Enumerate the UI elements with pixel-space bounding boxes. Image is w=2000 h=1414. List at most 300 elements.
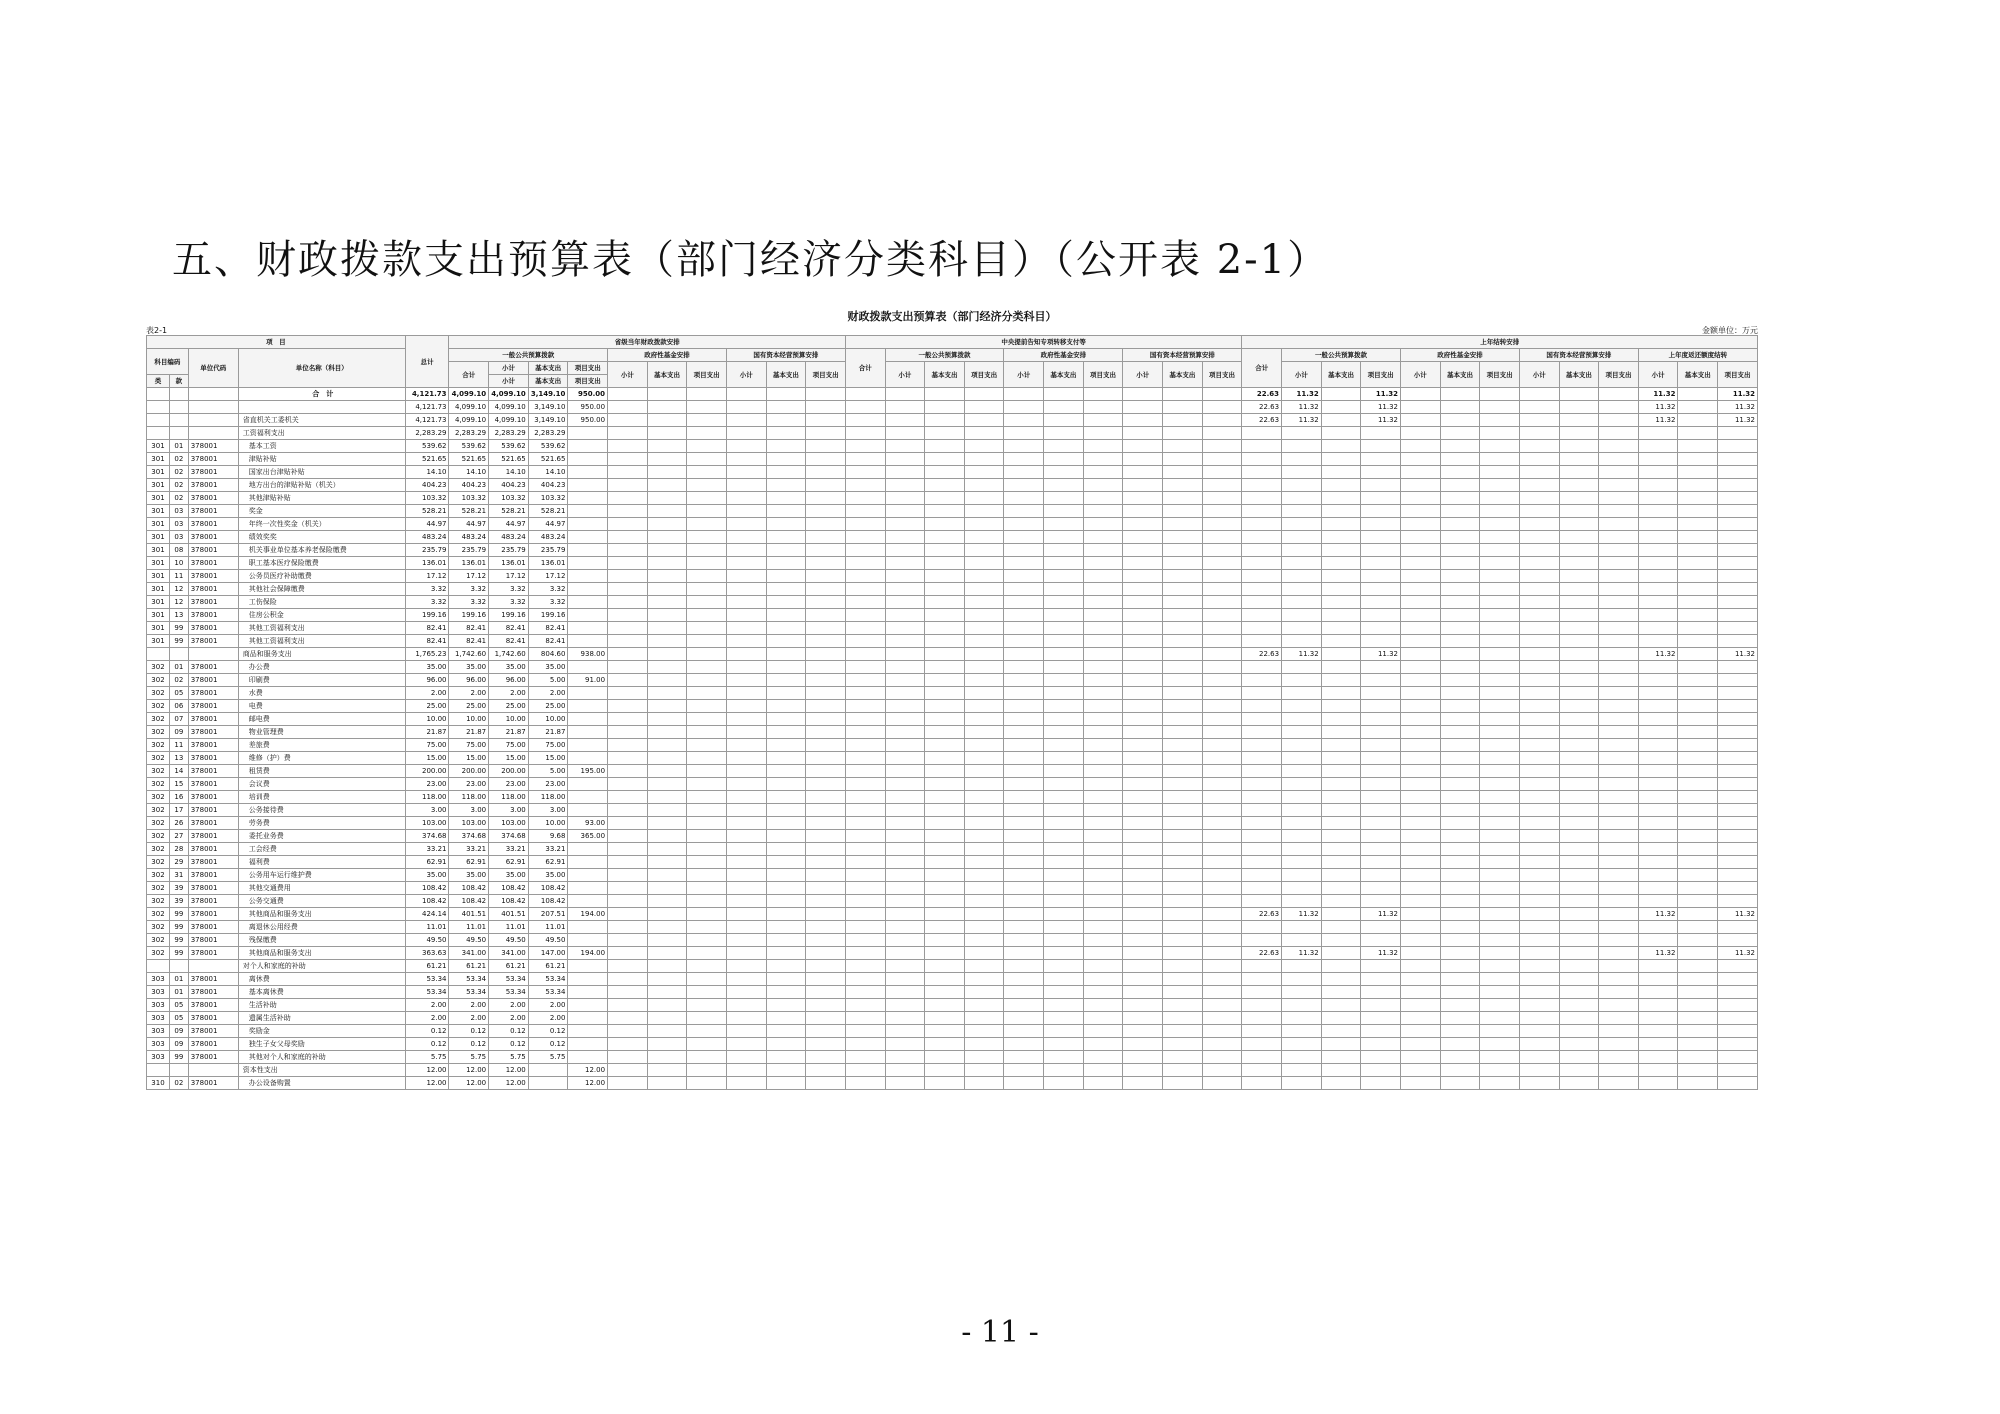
table-cell: [1044, 726, 1084, 739]
table-cell: [1321, 1025, 1361, 1038]
table-cell: [766, 505, 806, 518]
table-cell: [1004, 414, 1044, 427]
table-cell: [608, 414, 648, 427]
cell-amount: 75.00: [528, 739, 568, 752]
table-cell: [885, 934, 925, 947]
table-cell: [1242, 778, 1282, 791]
table-cell: [726, 843, 766, 856]
table-cell: [1718, 778, 1758, 791]
cell-kuan: 02: [169, 479, 188, 492]
table-cell: [647, 934, 687, 947]
table-cell: [1559, 1025, 1599, 1038]
table-cell: [1718, 960, 1758, 973]
cell-carryover: 11.32: [1638, 648, 1678, 661]
table-cell: [1202, 830, 1242, 843]
table-cell: [1678, 713, 1718, 726]
table-cell: [647, 713, 687, 726]
header-g3-heji: 合计: [1242, 349, 1282, 388]
table-cell: [608, 1077, 648, 1090]
table-cell: [806, 830, 846, 843]
table-cell: [1044, 986, 1084, 999]
table-cell: [1083, 843, 1123, 856]
cell-amount: 5.75: [405, 1051, 449, 1064]
cell-unit-code: 378001: [188, 882, 238, 895]
table-cell: [1480, 817, 1520, 830]
cell-unit-code: 378001: [188, 518, 238, 531]
table-cell: [1678, 843, 1718, 856]
cell-amount: 10.00: [528, 817, 568, 830]
table-cell: [1519, 518, 1559, 531]
table-cell: [1004, 505, 1044, 518]
table-cell: [1599, 531, 1639, 544]
table-cell: [1361, 1064, 1401, 1077]
header-g2g-basic: 基本支出: [925, 362, 965, 388]
table-cell: [1361, 453, 1401, 466]
table-cell: [1004, 921, 1044, 934]
table-cell: [1083, 453, 1123, 466]
cell-name: 基本工资: [238, 440, 405, 453]
table-cell: [1599, 973, 1639, 986]
table-cell: [964, 804, 1004, 817]
table-row: [147, 414, 1758, 427]
table-cell: [1163, 882, 1203, 895]
cell-amount: [568, 531, 608, 544]
cell-amount: 3,149.10: [528, 401, 568, 414]
cell-amount: 61.21: [449, 960, 489, 973]
table-cell: [1321, 479, 1361, 492]
table-cell: [1678, 726, 1718, 739]
cell-amount: 11.01: [489, 921, 529, 934]
cell-amount: 62.91: [528, 856, 568, 869]
table-cell: [1242, 700, 1282, 713]
table-cell: [726, 973, 766, 986]
cell-unit-code: 378001: [188, 1077, 238, 1090]
table-cell: [766, 908, 806, 921]
table-cell: [1400, 609, 1440, 622]
table-cell: [1044, 713, 1084, 726]
table-cell: [687, 882, 727, 895]
table-row: [147, 713, 1758, 726]
table-cell: [845, 1025, 885, 1038]
table-cell: [1202, 427, 1242, 440]
table-cell: [687, 505, 727, 518]
cell-amount: 0.12: [449, 1038, 489, 1051]
table-cell: [1559, 453, 1599, 466]
table-cell: [647, 661, 687, 674]
table-cell: [1599, 622, 1639, 635]
cell-amount: 91.00: [568, 674, 608, 687]
table-cell: [925, 830, 965, 843]
cell-unit-code: 378001: [188, 713, 238, 726]
table-cell: [1599, 947, 1639, 960]
table-cell: [687, 570, 727, 583]
table-cell: [647, 583, 687, 596]
table-cell: [1638, 999, 1678, 1012]
cell-unit-code: 378001: [188, 856, 238, 869]
cell-lei: 302: [147, 726, 170, 739]
table-cell: [1202, 622, 1242, 635]
table-cell: [1321, 531, 1361, 544]
table-cell: [608, 518, 648, 531]
table-cell: [885, 973, 925, 986]
table-cell: [806, 726, 846, 739]
table-cell: [806, 440, 846, 453]
table-cell: [687, 1064, 727, 1077]
table-cell: [1044, 648, 1084, 661]
table-cell: [766, 856, 806, 869]
table-cell: [1004, 739, 1044, 752]
table-cell: [1440, 804, 1480, 817]
table-cell: [1400, 1038, 1440, 1051]
table-cell: [1519, 739, 1559, 752]
table-cell: [964, 830, 1004, 843]
table-cell: [1440, 908, 1480, 921]
table-cell: [766, 804, 806, 817]
table-cell: [1638, 661, 1678, 674]
table-cell: [647, 401, 687, 414]
table-cell: [925, 869, 965, 882]
table-cell: [1480, 440, 1520, 453]
table-cell: [1559, 830, 1599, 843]
table-cell: [726, 869, 766, 882]
table-cell: [964, 557, 1004, 570]
table-cell: [925, 492, 965, 505]
table-cell: [1519, 466, 1559, 479]
table-cell: [1321, 596, 1361, 609]
table-cell: [964, 505, 1004, 518]
table-cell: [1638, 505, 1678, 518]
table-cell: [726, 583, 766, 596]
cell-amount: 3.32: [489, 596, 529, 609]
cell-amount: 3.32: [405, 596, 449, 609]
table-cell: [1440, 440, 1480, 453]
table-cell: [608, 856, 648, 869]
table-cell: [1004, 882, 1044, 895]
cell-amount: 17.12: [489, 570, 529, 583]
table-cell: [1321, 427, 1361, 440]
table-cell: [726, 453, 766, 466]
table-cell: [1400, 427, 1440, 440]
table-cell: [1004, 973, 1044, 986]
table-cell: [925, 440, 965, 453]
header-unit-code: 单位代码: [188, 349, 238, 388]
cell-kuan: 39: [169, 895, 188, 908]
cell-unit-code: 378001: [188, 544, 238, 557]
table-cell: [1718, 466, 1758, 479]
table-cell: [1202, 947, 1242, 960]
table-cell: [1044, 882, 1084, 895]
table-body: [147, 388, 1758, 1090]
cell-amount: 53.34: [528, 986, 568, 999]
cell-amount: 82.41: [528, 622, 568, 635]
table-cell: [1321, 1038, 1361, 1051]
table-cell: [1202, 492, 1242, 505]
table-cell: [1163, 674, 1203, 687]
table-cell: [1638, 752, 1678, 765]
cell-amount: 108.42: [449, 882, 489, 895]
table-cell: [1004, 778, 1044, 791]
cell-kuan: 03: [169, 518, 188, 531]
cell-amount: 2.00: [449, 687, 489, 700]
table-cell: [806, 583, 846, 596]
table-cell: [766, 947, 806, 960]
cell-lei: 302: [147, 778, 170, 791]
cell-name: 商品和服务支出: [238, 648, 405, 661]
cell-kuan: 99: [169, 947, 188, 960]
table-cell: [1480, 1064, 1520, 1077]
table-cell: [1044, 1077, 1084, 1090]
cell-name: 办公费: [238, 661, 405, 674]
table-cell: [1123, 648, 1163, 661]
table-cell: [1202, 635, 1242, 648]
table-cell: [608, 752, 648, 765]
table-cell: [1440, 921, 1480, 934]
header-g1g-project-sub: 项目支出: [568, 375, 608, 388]
table-cell: [1678, 583, 1718, 596]
table-cell: [806, 791, 846, 804]
table-cell: [1718, 687, 1758, 700]
table-cell: [1321, 973, 1361, 986]
table-cell: [885, 895, 925, 908]
table-cell: [1282, 999, 1322, 1012]
cell-kuan: 03: [169, 531, 188, 544]
table-cell: [1440, 960, 1480, 973]
table-cell: [726, 570, 766, 583]
table-cell: [1282, 895, 1322, 908]
cell-kuan: 11: [169, 739, 188, 752]
cell-kuan: 09: [169, 726, 188, 739]
table-cell: [766, 713, 806, 726]
table-cell: [1282, 635, 1322, 648]
table-cell: [1004, 544, 1044, 557]
table-cell: [687, 1038, 727, 1051]
table-cell: [845, 388, 885, 401]
table-cell: [766, 752, 806, 765]
table-cell: [1559, 609, 1599, 622]
table-cell: [726, 661, 766, 674]
table-cell: [1400, 414, 1440, 427]
cell-amount: [568, 544, 608, 557]
table-cell: [1123, 1025, 1163, 1038]
table-row: [147, 999, 1758, 1012]
cell-name: 其他社会保障缴费: [238, 583, 405, 596]
table-cell: [1519, 856, 1559, 869]
table-cell: [806, 908, 846, 921]
cell-amount: 404.23: [528, 479, 568, 492]
table-cell: [845, 752, 885, 765]
cell-kuan: 26: [169, 817, 188, 830]
table-cell: [1599, 921, 1639, 934]
table-cell: [766, 622, 806, 635]
table-cell: [1083, 895, 1123, 908]
table-cell: [1718, 999, 1758, 1012]
table-cell: [1559, 986, 1599, 999]
table-cell: [1163, 869, 1203, 882]
cell-lei: 301: [147, 596, 170, 609]
table-cell: [1678, 518, 1718, 531]
cell-lei: 302: [147, 921, 170, 934]
table-cell: [1123, 453, 1163, 466]
table-row: [147, 453, 1758, 466]
table-cell: [1242, 453, 1282, 466]
table-cell: [1123, 544, 1163, 557]
table-cell: [1559, 882, 1599, 895]
table-cell: [1559, 674, 1599, 687]
table-cell: [845, 1038, 885, 1051]
table-cell: [687, 440, 727, 453]
table-cell: [1480, 934, 1520, 947]
cell-carryover: 11.32: [1718, 648, 1758, 661]
table-cell: [1519, 752, 1559, 765]
cell-name: 生活补助: [238, 999, 405, 1012]
table-cell: [885, 414, 925, 427]
table-cell: [806, 505, 846, 518]
table-cell: [726, 1025, 766, 1038]
table-header: [147, 336, 1758, 388]
table-cell: [1321, 960, 1361, 973]
table-cell: [806, 544, 846, 557]
table-cell: [1242, 492, 1282, 505]
cell-amount: 11.01: [449, 921, 489, 934]
table-cell: [1638, 817, 1678, 830]
cell-amount: 235.79: [489, 544, 529, 557]
table-cell: [1321, 726, 1361, 739]
table-row: [147, 388, 1758, 401]
cell-kuan: 01: [169, 986, 188, 999]
table-cell: [885, 830, 925, 843]
table-cell: [766, 661, 806, 674]
table-cell: [608, 544, 648, 557]
table-cell: [1123, 843, 1163, 856]
table-cell: [1559, 687, 1599, 700]
table-cell: [1242, 622, 1282, 635]
table-cell: [845, 479, 885, 492]
table-cell: [1440, 1051, 1480, 1064]
table-cell: [608, 401, 648, 414]
table-cell: [1321, 557, 1361, 570]
table-cell: [1242, 570, 1282, 583]
cell-amount: 199.16: [449, 609, 489, 622]
table-cell: [1282, 609, 1322, 622]
table-cell: [1163, 713, 1203, 726]
table-cell: [1321, 518, 1361, 531]
cell-name: 会议费: [238, 778, 405, 791]
table-cell: [1202, 986, 1242, 999]
cell-amount: 3.32: [449, 596, 489, 609]
cell-amount: 2.00: [528, 1012, 568, 1025]
cell-amount: 14.10: [405, 466, 449, 479]
cell-lei: 302: [147, 765, 170, 778]
cell-amount: 2.00: [528, 687, 568, 700]
table-cell: [687, 1025, 727, 1038]
table-cell: [1559, 570, 1599, 583]
cell-amount: 0.12: [405, 1038, 449, 1051]
table-cell: [1559, 492, 1599, 505]
table-row: [147, 804, 1758, 817]
table-cell: [1083, 947, 1123, 960]
table-cell: [1400, 505, 1440, 518]
table-cell: [1083, 921, 1123, 934]
table-cell: [608, 804, 648, 817]
table-cell: [1480, 830, 1520, 843]
table-cell: [726, 778, 766, 791]
table-cell: [1440, 609, 1480, 622]
table-cell: [925, 726, 965, 739]
table-cell: [1400, 960, 1440, 973]
cell-amount: 12.00: [568, 1064, 608, 1077]
table-cell: [1678, 479, 1718, 492]
table-cell: [1440, 986, 1480, 999]
table-cell: [1202, 453, 1242, 466]
table-cell: [647, 388, 687, 401]
table-cell: [647, 414, 687, 427]
table-cell: [806, 1025, 846, 1038]
table-cell: [964, 466, 1004, 479]
table-cell: [608, 466, 648, 479]
table-cell: [1123, 999, 1163, 1012]
table-cell: [1519, 882, 1559, 895]
table-cell: [1559, 895, 1599, 908]
table-cell: [1718, 804, 1758, 817]
table-cell: [1678, 986, 1718, 999]
cell-amount: 199.16: [405, 609, 449, 622]
table-cell: [925, 453, 965, 466]
table-cell: [1519, 1025, 1559, 1038]
table-cell: [1361, 440, 1401, 453]
table-cell: [1202, 596, 1242, 609]
table-cell: [687, 869, 727, 882]
cell-name: 印刷费: [238, 674, 405, 687]
table-cell: [766, 700, 806, 713]
table-cell: [1123, 804, 1163, 817]
table-cell: [766, 414, 806, 427]
table-cell: [1599, 492, 1639, 505]
table-cell: [1321, 492, 1361, 505]
table-cell: [1400, 596, 1440, 609]
cell-carryover: 11.32: [1361, 947, 1401, 960]
table-cell: [964, 739, 1004, 752]
table-cell: [608, 934, 648, 947]
table-cell: [1242, 843, 1282, 856]
table-cell: [1440, 947, 1480, 960]
table-cell: [1638, 570, 1678, 583]
table-cell: [964, 986, 1004, 999]
table-cell: [1599, 1038, 1639, 1051]
table-cell: [1282, 687, 1322, 700]
cell-amount: 25.00: [405, 700, 449, 713]
table-cell: [608, 648, 648, 661]
header-g1f-xiaoji: 小计: [608, 362, 648, 388]
table-cell: [806, 1051, 846, 1064]
table-cell: [1282, 622, 1322, 635]
table-cell: [1123, 466, 1163, 479]
table-cell: [1559, 505, 1599, 518]
table-cell: [1361, 531, 1401, 544]
cell-kuan: 03: [169, 505, 188, 518]
table-cell: [1440, 401, 1480, 414]
header-g1g-xiaoji-sub: 小计: [489, 375, 529, 388]
table-cell: [766, 388, 806, 401]
table-cell: [806, 557, 846, 570]
table-cell: [1638, 882, 1678, 895]
table-cell: [1083, 648, 1123, 661]
table-cell: [1004, 687, 1044, 700]
table-cell: [964, 1077, 1004, 1090]
table-cell: [1718, 700, 1758, 713]
table-cell: [1480, 895, 1520, 908]
table-cell: [925, 817, 965, 830]
cell-amount: [568, 453, 608, 466]
